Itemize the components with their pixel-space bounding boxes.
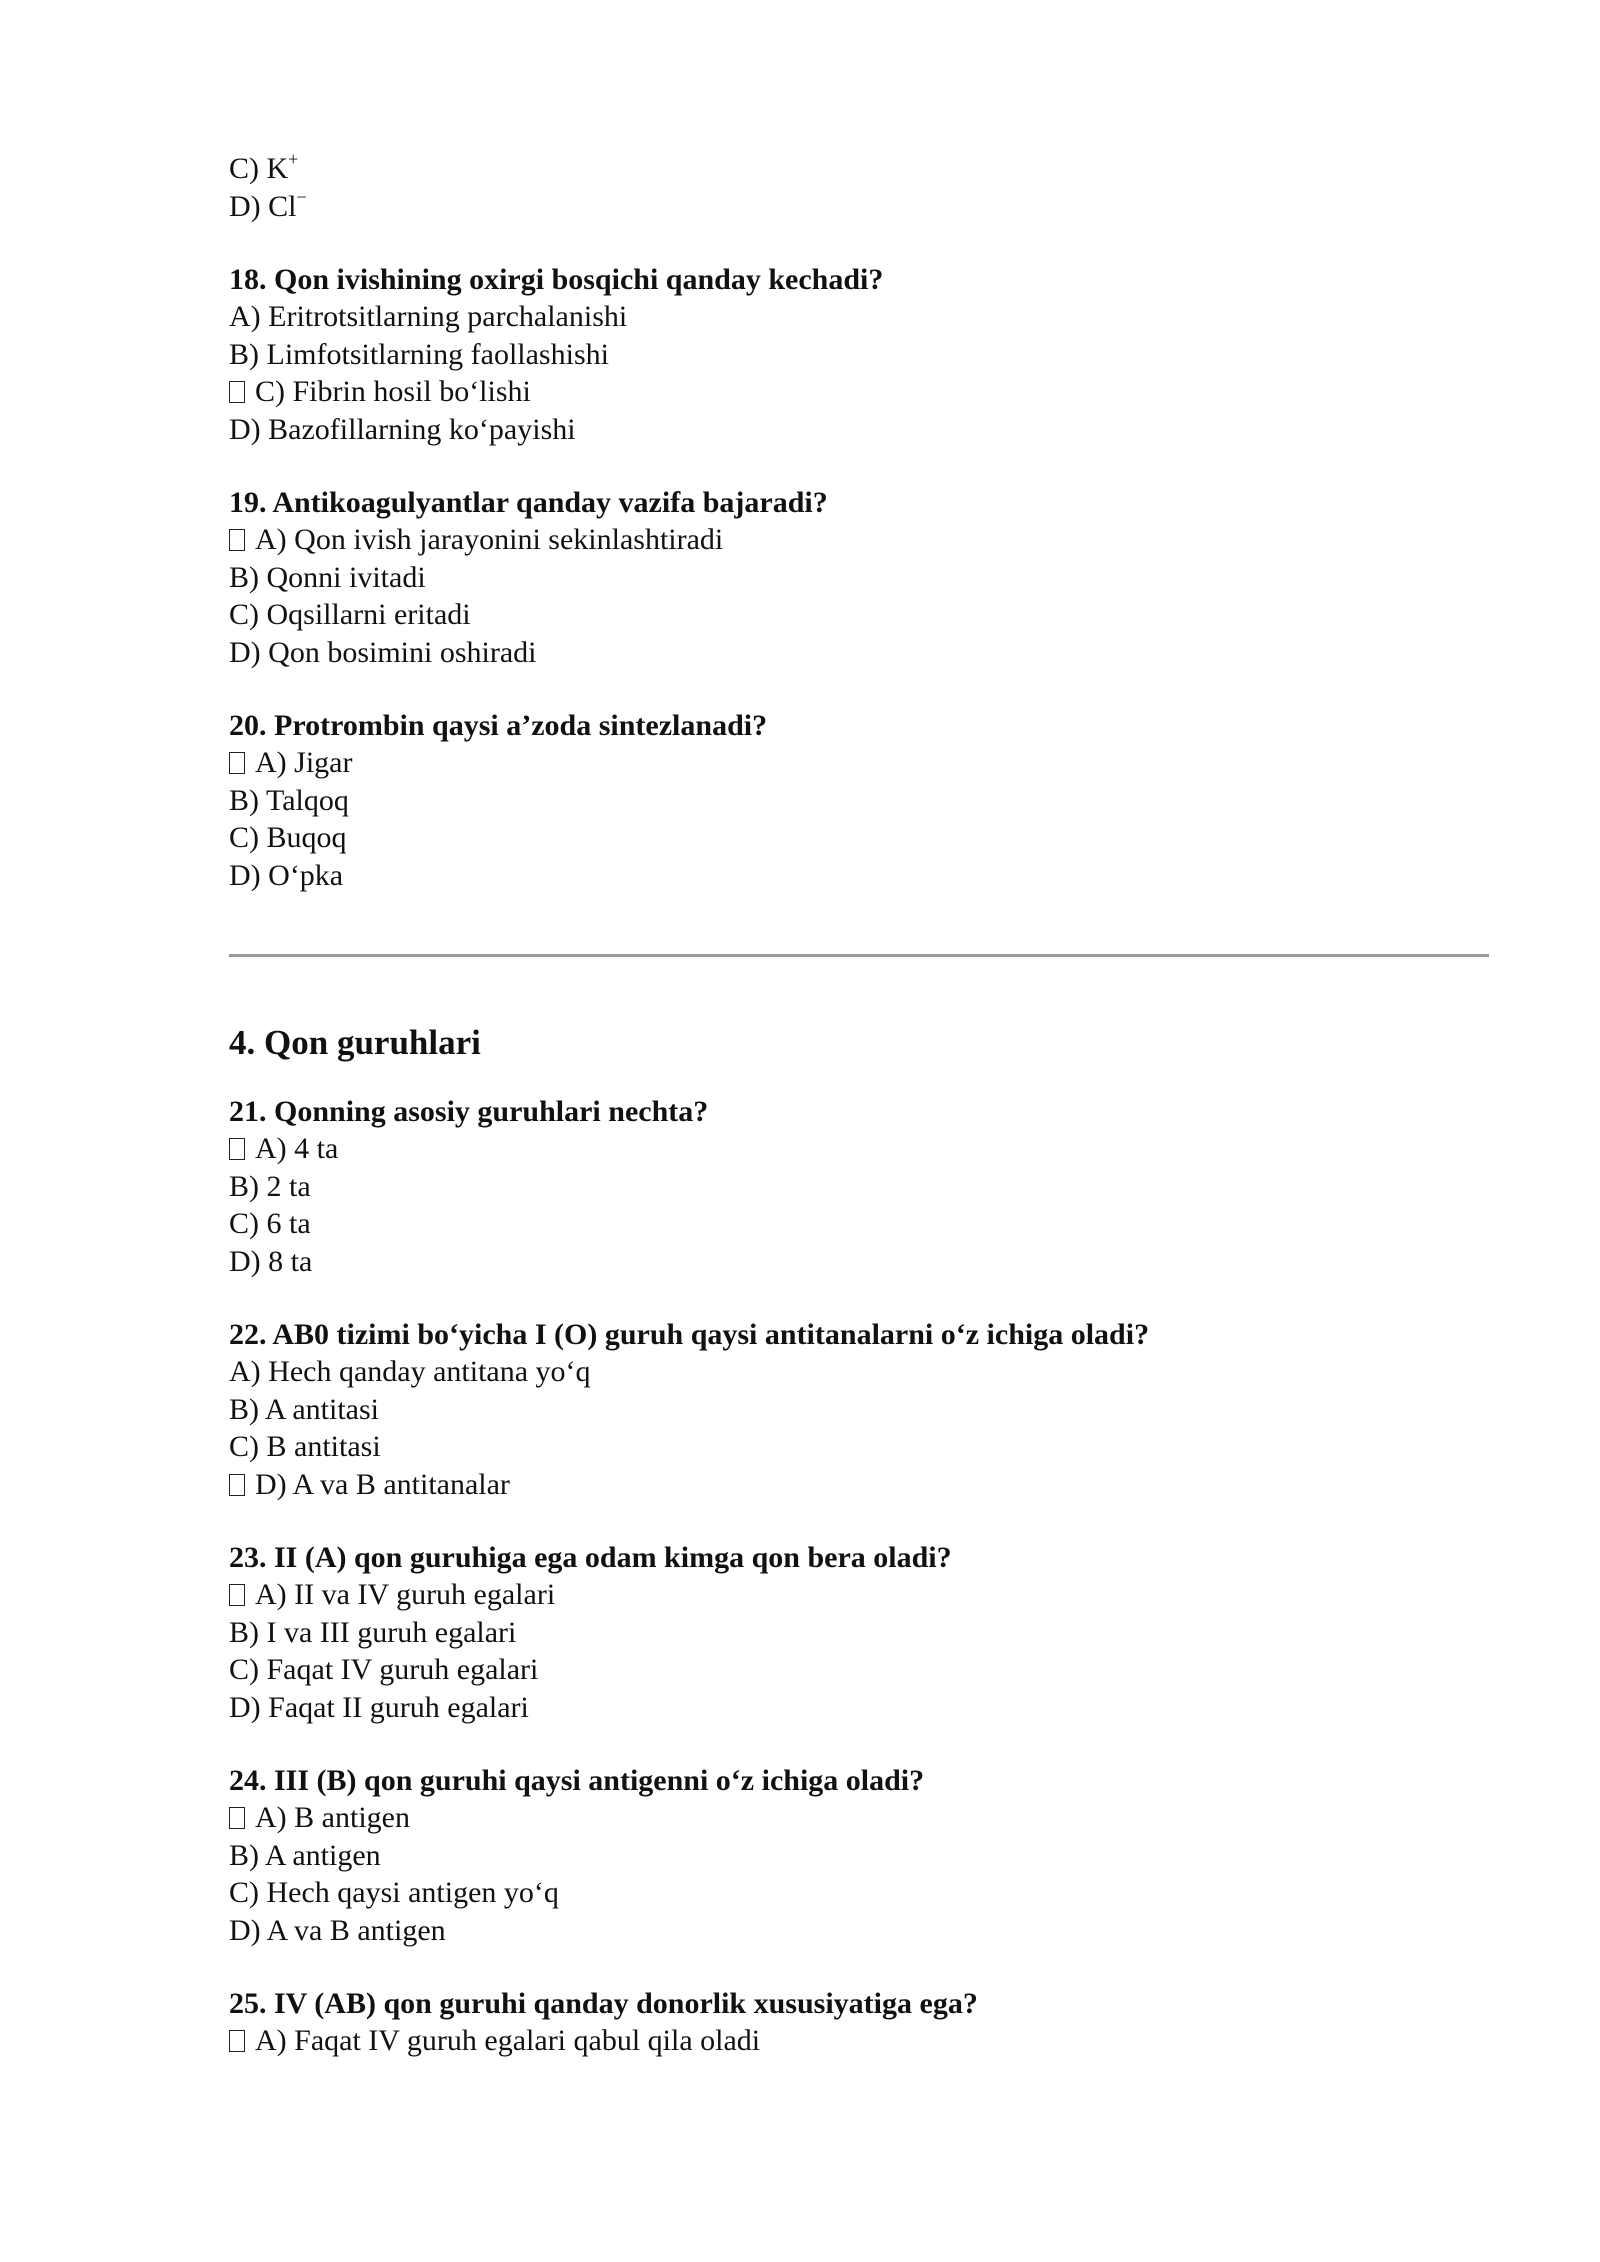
answer-option-text: D) Qon bosimini oshiradi bbox=[229, 635, 537, 669]
question-title: 22. AB0 tizimi bo‘yicha I (O) guruh qaysi antitanalarni o‘z ichiga oladi? bbox=[229, 1318, 1150, 1351]
answer-option-text: B) Limfotsitlarning faollashishi bbox=[229, 337, 609, 371]
answer-option bbox=[229, 1466, 1489, 1504]
missing-glyph-box-icon bbox=[229, 529, 245, 551]
answer-option bbox=[229, 744, 1489, 782]
question-group-a bbox=[229, 261, 1489, 894]
answer-option bbox=[229, 1428, 1489, 1466]
question-block bbox=[229, 1316, 1489, 1503]
question-title: 25. IV (AB) qon guruhi qanday donorlik xususiyatiga ega? bbox=[229, 1987, 978, 2020]
answer-option-text: C) B antitasi bbox=[229, 1430, 381, 1463]
answer-option-text: A) Hech qanday antitana yo‘q bbox=[229, 1355, 591, 1388]
question-block bbox=[229, 1539, 1489, 1726]
answer-option bbox=[229, 819, 1489, 857]
answer-option-text: A) Eritrotsitlarning parchalanishi bbox=[229, 300, 628, 333]
answer-option bbox=[229, 298, 1489, 336]
answer-option bbox=[229, 521, 1489, 559]
answer-option-text: B) Talqoq bbox=[229, 783, 349, 817]
answer-option bbox=[229, 1243, 1489, 1281]
option-text: D) Cl bbox=[229, 189, 297, 223]
answer-option-text: B) A antigen bbox=[229, 1838, 381, 1872]
answer-option-text: D) A va B antitanalar bbox=[255, 1467, 510, 1501]
section-heading: 4. Qon guruhlari bbox=[229, 1023, 481, 1062]
answer-option bbox=[229, 2022, 1489, 2060]
answer-option bbox=[229, 1837, 1489, 1875]
answer-option bbox=[229, 1168, 1489, 1206]
question-block bbox=[229, 261, 1489, 448]
answer-option-text: C) Hech qaysi antigen yo‘q bbox=[229, 1876, 559, 1909]
answer-option bbox=[229, 1205, 1489, 1243]
answer-option-text: A) 4 ta bbox=[255, 1132, 339, 1165]
answer-option bbox=[229, 1689, 1489, 1727]
missing-glyph-box-icon bbox=[229, 2030, 245, 2052]
answer-option-text: A) Qon ivish jarayonini sekinlashtiradi bbox=[255, 523, 724, 556]
question-title: 19. Antikoagulyantlar qanday vazifa bajaradi? bbox=[229, 486, 828, 519]
answer-option bbox=[229, 373, 1489, 411]
answer-option-text: C) Faqat IV guruh egalari bbox=[229, 1653, 539, 1686]
question-block bbox=[229, 1762, 1489, 1949]
question-title: 23. II (A) qon guruhiga ega odam kimga qon bera oladi? bbox=[229, 1541, 952, 1574]
answer-option-text: A) Faqat IV guruh egalari qabul qila oladi bbox=[255, 2024, 761, 2057]
question-title: 21. Qonning asosiy guruhlari nechta? bbox=[229, 1095, 709, 1128]
superscript: + bbox=[288, 149, 299, 169]
missing-glyph-box-icon bbox=[229, 752, 245, 774]
missing-glyph-box-icon bbox=[229, 1138, 245, 1160]
answer-option-text: D) Faqat II guruh egalari bbox=[229, 1690, 529, 1724]
answer-option bbox=[229, 782, 1489, 820]
answer-option bbox=[229, 411, 1489, 449]
missing-glyph-box-icon bbox=[229, 1474, 245, 1496]
answer-option bbox=[229, 1799, 1489, 1837]
question-title: 18. Qon ivishining oxirgi bosqichi qanday kechadi? bbox=[229, 263, 884, 296]
answer-option-text: D) O‘pka bbox=[229, 858, 344, 892]
answer-option-text: A) Jigar bbox=[255, 746, 353, 779]
answer-option bbox=[229, 1576, 1489, 1614]
answer-option bbox=[229, 559, 1489, 597]
option-line bbox=[229, 188, 1489, 226]
top-options bbox=[229, 150, 1489, 225]
answer-option-text: D) Bazofillarning ko‘payishi bbox=[229, 412, 576, 446]
document-page bbox=[229, 150, 1489, 894]
superscript: − bbox=[296, 186, 307, 207]
question-title: 24. III (B) qon guruhi qaysi antigenni o‘z ichiga oladi? bbox=[229, 1764, 925, 1797]
answer-option bbox=[229, 596, 1489, 634]
section-page bbox=[229, 1021, 1489, 2060]
answer-option bbox=[229, 1353, 1489, 1391]
question-block bbox=[229, 484, 1489, 671]
answer-option-text: C) 6 ta bbox=[229, 1207, 311, 1240]
question-block bbox=[229, 1093, 1489, 1280]
answer-option bbox=[229, 634, 1489, 672]
answer-option-text: C) Fibrin hosil bo‘lishi bbox=[255, 375, 531, 408]
answer-option-text: A) B antigen bbox=[255, 1801, 410, 1834]
answer-option bbox=[229, 1391, 1489, 1429]
question-group-b bbox=[229, 1093, 1489, 2060]
answer-option bbox=[229, 1874, 1489, 1912]
missing-glyph-box-icon bbox=[229, 1807, 245, 1829]
option-line bbox=[229, 150, 1489, 188]
answer-option bbox=[229, 1130, 1489, 1168]
horizontal-divider bbox=[229, 954, 1489, 957]
answer-option-text: B) Qonni ivitadi bbox=[229, 560, 426, 594]
answer-option-text: B) A antitasi bbox=[229, 1392, 379, 1426]
question-block bbox=[229, 707, 1489, 894]
option-text: C) K bbox=[229, 152, 289, 185]
answer-option bbox=[229, 1912, 1489, 1950]
missing-glyph-box-icon bbox=[229, 381, 245, 403]
answer-option-text: D) A va B antigen bbox=[229, 1913, 446, 1947]
answer-option-text: C) Buqoq bbox=[229, 821, 347, 854]
answer-option-text: B) I va III guruh egalari bbox=[229, 1615, 517, 1649]
answer-option bbox=[229, 857, 1489, 895]
answer-option-text: D) 8 ta bbox=[229, 1244, 313, 1278]
question-block bbox=[229, 1985, 1489, 2060]
answer-option-text: B) 2 ta bbox=[229, 1169, 311, 1203]
answer-option bbox=[229, 1614, 1489, 1652]
answer-option bbox=[229, 1651, 1489, 1689]
answer-option-text: C) Oqsillarni eritadi bbox=[229, 598, 471, 631]
question-title: 20. Protrombin qaysi a’zoda sintezlanadi? bbox=[229, 709, 768, 742]
answer-option-text: A) II va IV guruh egalari bbox=[255, 1578, 556, 1611]
missing-glyph-box-icon bbox=[229, 1584, 245, 1606]
answer-option bbox=[229, 336, 1489, 374]
